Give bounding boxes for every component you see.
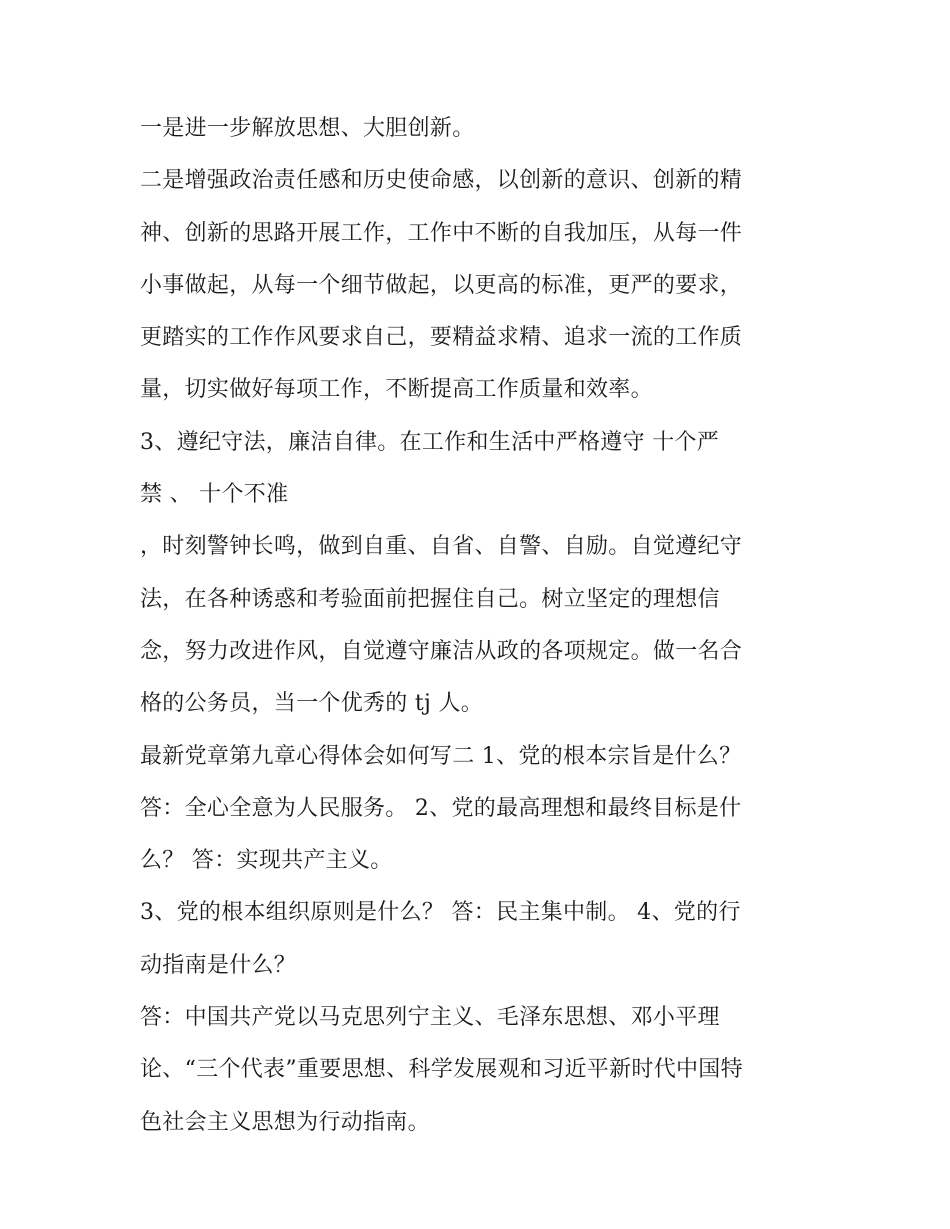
text-line: 量，切实做好每项工作，不断提高工作质量和效率。 — [140, 377, 653, 403]
text-line: 3、党的根本组织原则是什么？ 答：民主集中制。 4、党的行 — [140, 900, 741, 926]
text-line: 格的公务员，当一个优秀的 tj 人。 — [140, 691, 484, 717]
text-line: 禁 、 十个不准 — [140, 482, 289, 508]
text-line: 念，努力改进作风，自觉遵守廉洁从政的各项规定。做一名合 — [140, 638, 743, 664]
text-line: 答：全心全意为人民服务。 2、党的最高理想和最终目标是什 — [140, 795, 742, 821]
text-line: 小事做起，从每一个细节做起，以更高的标准，更严的要求， — [140, 272, 743, 298]
text-line: 最新党章第九章心得体会如何写二 1、党的根本宗旨是什么？ — [140, 743, 742, 769]
text-line: 3、遵纪守法，廉洁自律。在工作和生活中严格遵守 十个严 — [140, 429, 720, 455]
text-line: 答：中国共产党以马克思列宁主义、毛泽东思想、邓小平理 — [140, 1005, 720, 1031]
text-line: 神、创新的思路开展工作，工作中不断的自我加压，从每一件 — [140, 220, 743, 246]
text-line: 更踏实的工作作风要求自己，要精益求精、追求一流的工作质 — [140, 325, 743, 351]
text-line: 二是增强政治责任感和历史使命感，以创新的意识、创新的精 — [140, 168, 743, 194]
text-line: 动指南是什么？ — [140, 952, 297, 978]
document-body — [140, 103, 830, 1149]
text-line: 论、“三个代表”重要思想、科学发展观和习近平新时代中国特 — [140, 1057, 743, 1083]
text-line: 一是进一步解放思想、大胆创新。 — [140, 116, 475, 141]
text-line: 色社会主义思想为行动指南。 — [140, 1109, 430, 1135]
text-line: 法，在各种诱惑和考验面前把握住自己。树立坚定的理想信 — [140, 586, 720, 612]
text-line: 么？ 答：实现共产主义。 — [140, 848, 393, 874]
text-line: ，时刻警钟长鸣，做到自重、自省、自警、自励。自觉遵纪守 — [140, 534, 743, 560]
